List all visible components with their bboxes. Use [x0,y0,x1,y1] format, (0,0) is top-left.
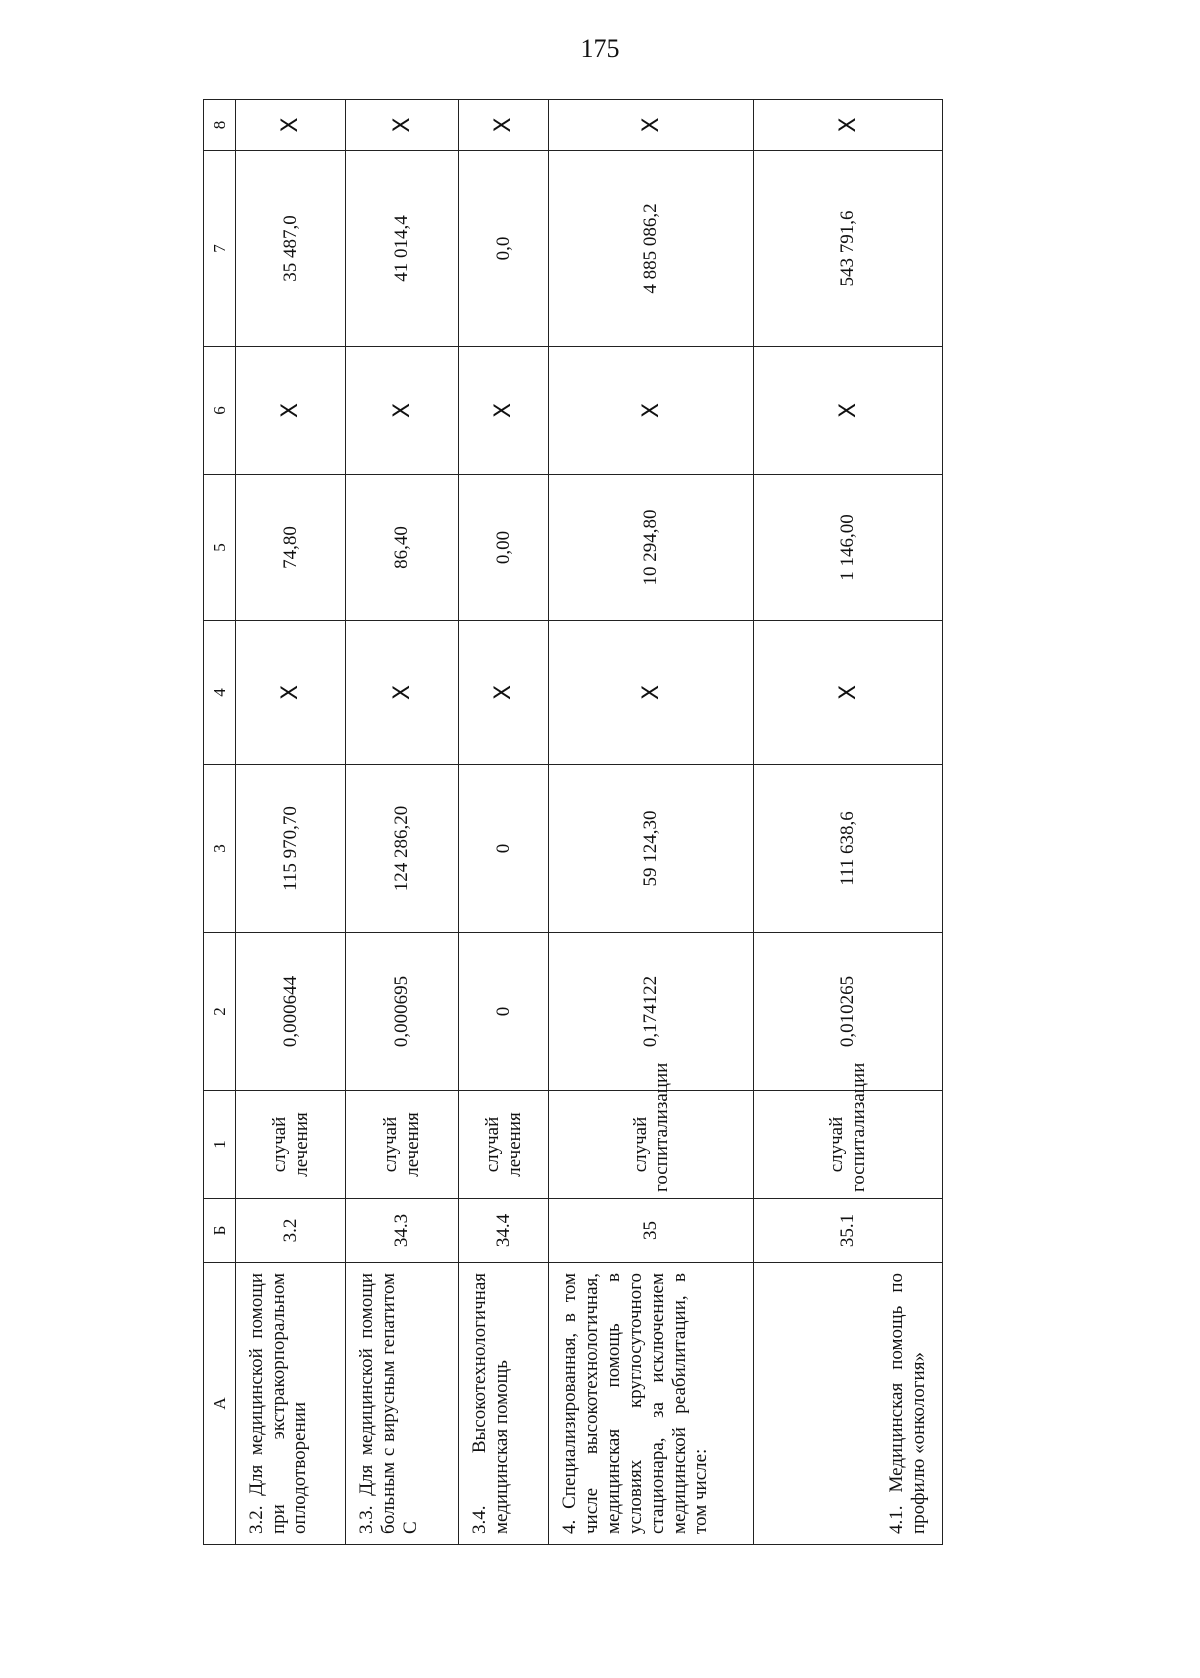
header-cell-5: 5 [204,475,236,621]
header-cell-4: 4 [204,621,236,765]
cell-col-3: 59 124,30 [549,765,754,933]
cell-col-2: 0,010265 [754,933,943,1091]
cell-col-4: X [549,621,754,765]
rotated-table-frame [203,100,943,1545]
row-unit: случай лечения [346,1091,459,1199]
cell-col-7: 0,0 [459,151,549,347]
header-cell-7: 7 [204,151,236,347]
row-unit: случай госпитализации [754,1091,943,1199]
header-cell-3: 3 [204,765,236,933]
cell-col-3: 0 [459,765,549,933]
cell-col-8: X [235,100,346,151]
cell-col-3: 115 970,70 [235,765,346,933]
cell-col-2: 0,000695 [346,933,459,1091]
row-label: 3.2. Для медицинской помощи при экстракорпоральном оплодотворении [235,1263,346,1545]
row-code: 34.4 [459,1199,549,1263]
row-label: 3.3. Для медицинской помощи больным с вирусным гепатитом С [346,1263,459,1545]
cell-col-6: X [346,347,459,475]
table-row [549,100,754,1545]
row-label: 4. Специализированная, в том числе высокотехнологичная, медицинская помощь в условиях круглосуточного стационара, за исключением медицинской реабилитации, в том числе: [549,1263,754,1545]
header-cell-1: 1 [204,1091,236,1199]
row-unit: случай госпитализации [549,1091,754,1199]
cell-col-4: X [459,621,549,765]
cell-col-4: X [235,621,346,765]
cell-col-3: 111 638,6 [754,765,943,933]
table-row [754,100,943,1545]
cell-col-5: 74,80 [235,475,346,621]
cell-col-4: X [754,621,943,765]
table-container [203,100,943,1545]
cell-col-2: 0,174122 [549,933,754,1091]
cell-col-2: 0 [459,933,549,1091]
header-cell-b: Б [204,1199,236,1263]
cell-col-3: 124 286,20 [346,765,459,933]
table-row [346,100,459,1545]
cell-col-4: X [346,621,459,765]
table-row [459,100,549,1545]
cell-col-6: X [459,347,549,475]
cell-col-5: 0,00 [459,475,549,621]
header-row [204,100,236,1545]
cell-col-5: 1 146,00 [754,475,943,621]
cell-col-7: 35 487,0 [235,151,346,347]
cell-col-8: X [346,100,459,151]
row-unit: случай лечения [235,1091,346,1199]
header-cell-6: 6 [204,347,236,475]
header-cell-8: 8 [204,100,236,151]
cell-col-7: 41 014,4 [346,151,459,347]
cell-col-8: X [549,100,754,151]
cell-col-7: 4 885 086,2 [549,151,754,347]
cell-col-6: X [549,347,754,475]
row-code: 35.1 [754,1199,943,1263]
cell-col-7: 543 791,6 [754,151,943,347]
header-cell-a: А [204,1263,236,1545]
row-label: 4.1. Медицинская помощь по профилю «онкология» [754,1263,943,1545]
row-unit: случай лечения [459,1091,549,1199]
header-cell-2: 2 [204,933,236,1091]
cell-col-2: 0,000644 [235,933,346,1091]
cell-col-5: 10 294,80 [549,475,754,621]
page-number: 175 [580,34,620,63]
row-code: 34.3 [346,1199,459,1263]
cell-col-8: X [459,100,549,151]
cell-col-6: X [235,347,346,475]
row-code: 35 [549,1199,754,1263]
cell-col-8: X [754,100,943,151]
data-table [203,99,943,1545]
cell-col-6: X [754,347,943,475]
row-code: 3.2 [235,1199,346,1263]
row-label: 3.4. Высокотехнологичная медицинская помощь [459,1263,549,1545]
cell-col-5: 86,40 [346,475,459,621]
table-row [235,100,346,1545]
